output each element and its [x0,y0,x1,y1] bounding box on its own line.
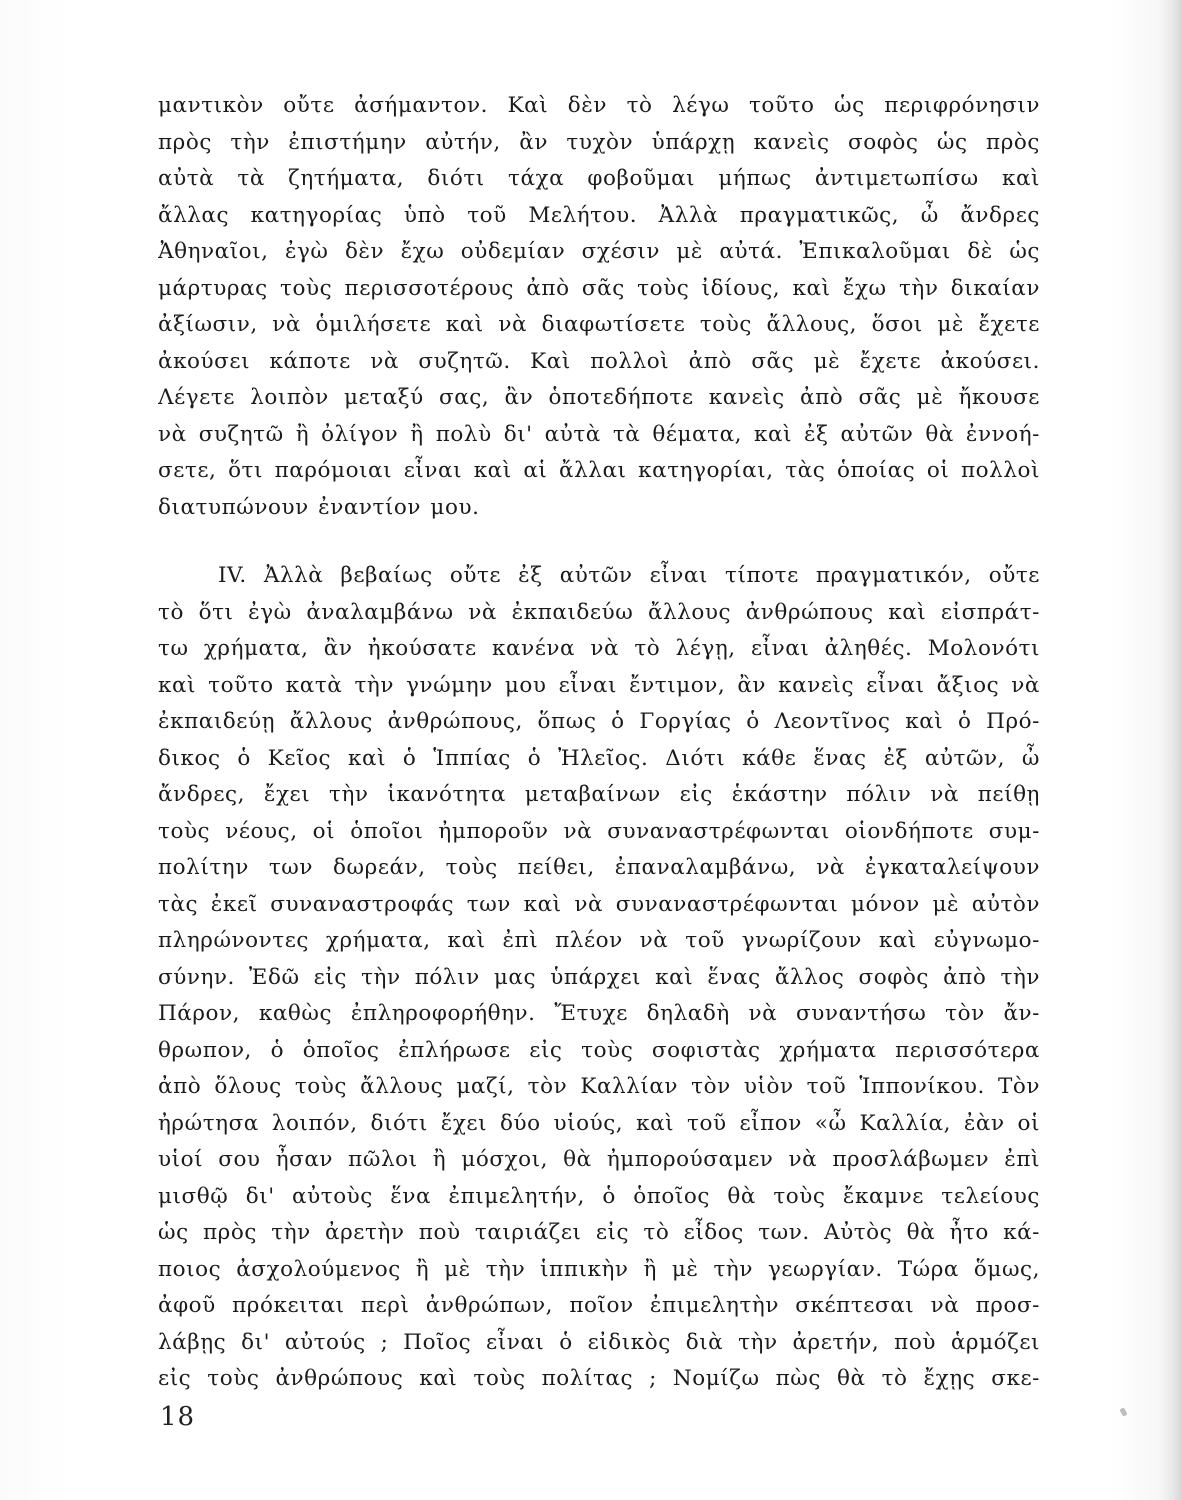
text-line: πολίτην των δωρεάν, τοὺς πείθει, ἐπαναλαμβάνω, νὰ ἐγκαταλείψουν [158,855,1040,880]
text-line: νὰ συζητῶ ἢ ὀλίγον ἢ πολὺ δι' αὐτὰ τὰ θέματα, καὶ ἐξ αὐτῶν θὰ ἐννοή- [158,421,1040,447]
text-line-last: διατυπώνουν ἐναντίον μου. [158,494,480,520]
text-line: πληρώνοντες χρήματα, καὶ ἐπὶ πλέον νὰ τοῦ γνωρίζουν καὶ εὐγνωμο- [158,928,1040,953]
text-line: ἐκπαιδεύῃ ἄλλους ἀνθρώπους, ὅπως ὁ Γοργίας ὁ Λεοντῖνος καὶ ὁ Πρό- [158,709,1040,734]
text-line: δικος ὁ Κεῖος καὶ ὁ Ἱππίας ὁ Ἠλεῖος. Διότι κάθε ἕνας ἐξ αὐτῶν, ὦ [158,745,1040,771]
text-line: ἀπὸ ὅλους τοὺς ἄλλους μαζί, τὸν Καλλίαν τὸν υἱὸν τοῦ Ἱππονίκου. Τὸν [158,1074,1040,1099]
text-line: εἰς τοὺς ἀνθρώπους καὶ τοὺς πολίτας ; Νομίζω πὼς θὰ τὸ ἔχῃς σκε- [158,1366,1040,1391]
text-line: υἱοί σου ἦσαν πῶλοι ἢ μόσχοι, θὰ ἠμπορούσαμεν νὰ προσλάβωμεν ἐπὶ [158,1147,1040,1172]
text-line: θρωπον, ὁ ὁποῖος ἐπλήρωσε εἰς τοὺς σοφιστὰς χρήματα περισσότερα [158,1037,1040,1063]
text-line: ἀξίωσιν, νὰ ὁμιλήσετε καὶ νὰ διαφωτίσετε τοὺς ἄλλους, ὅσοι μὲ ἔχετε [158,312,1040,337]
text-line: ἀφοῦ πρόκειται περὶ ἀνθρώπων, ποῖον ἐπιμελητὴν σκέπτεσαι νὰ προσ- [158,1293,1040,1318]
text-line: τὰς ἐκεῖ συναναστροφάς των καὶ νὰ συναναστρέφωνται μόνον μὲ αὐτὸν [158,891,1040,917]
text-line: ποιος ἀσχολούμενος ἢ μὲ τὴν ἱππικὴν ἢ μὲ τὴν γεωργίαν. Τώρα ὅμως, [158,1256,1040,1282]
page-edge-shadow [1160,0,1182,1500]
text-line: σετε, ὅτι παρόμοιαι εἶναι καὶ αἱ ἄλλαι κατηγορίαι, τὰς ὁποίας οἱ πολλοὶ [158,458,1040,483]
paragraph-1 [158,88,1040,526]
text-line: ἀκούσει κάποτε νὰ συζητῶ. Καὶ πολλοὶ ἀπὸ σᾶς μὲ ἔχετε ἀκούσει. [158,348,1040,374]
text-line: σύνην. Ἐδῶ εἰς τὴν πόλιν μας ὑπάρχει καὶ ἕνας ἄλλος σοφὸς ἀπὸ τὴν [158,964,1040,990]
text-line: ὡς πρὸς τὴν ἀρετὴν ποὺ ταιριάζει εἰς τὸ εἶδος των. Αὐτὸς θὰ ἦτο κά- [158,1220,1040,1245]
text-line: τὸ ὅτι ἐγὼ ἀναλαμβάνω νὰ ἐκπαιδεύω ἄλλους ἀνθρώπους καὶ εἰσπράτ- [158,599,1040,625]
text-line: μισθῷ δι' αὐτοὺς ἕνα ἐπιμελητήν, ὁ ὁποῖος θὰ τοὺς ἔκαμνε τελείους [158,1183,1040,1209]
text-line: ἠρώτησα λοιπόν, διότι ἔχει δύο υἱούς, καὶ τοῦ εἶπον «ὦ Καλλία, ἐὰν οἱ [158,1110,1040,1136]
scan-speck [1119,1407,1127,1416]
text-line: Λέγετε λοιπὸν μεταξύ σας, ἂν ὁποτεδήποτε κανεὶς ἀπὸ σᾶς μὲ ἤκουσε [158,385,1040,410]
text-line: λάβῃς δι' αὐτούς ; Ποῖος εἶναι ὁ εἰδικὸς διὰ τὴν ἀρετήν, ποὺ ἁρμόζει [158,1329,1040,1355]
text-line: τω χρήματα, ἂν ἠκούσατε κανένα νὰ τὸ λέγῃ, εἶναι ἀληθές. Μολονότι [158,636,1040,661]
text-line: μάρτυρας τοὺς περισσοτέρους ἀπὸ σᾶς τοὺς ἰδίους, καὶ ἔχω τὴν δικαίαν [158,275,1040,301]
text-line: ἄνδρες, ἔχει τὴν ἱκανότητα μεταβαίνων εἰς ἑκάστην πόλιν νὰ πείθῃ [158,782,1040,807]
paragraph-2-section-iv [158,558,1040,1398]
text-line: πρὸς τὴν ἐπιστήμην αὐτήν, ἂν τυχὸν ὑπάρχῃ κανεὶς σοφὸς ὡς πρὸς [158,129,1040,155]
text-line: αὐτὰ τὰ ζητήματα, διότι τάχα φοβοῦμαι μήπως ἀντιμετωπίσω καὶ [158,166,1040,191]
text-line: ἄλλας κατηγορίας ὑπὸ τοῦ Μελήτου. Ἀλλὰ πραγματικῶς, ὦ ἄνδρες [158,202,1040,228]
text-line: Ἀθηναῖοι, ἐγὼ δὲν ἔχω οὐδεμίαν σχέσιν μὲ αὐτά. Ἐπικαλοῦμαι δὲ ὡς [158,239,1040,264]
text-line: καὶ τοῦτο κατὰ τὴν γνώμην μου εἶναι ἔντιμον, ἂν κανεὶς εἶναι ἄξιος νὰ [158,672,1040,698]
text-line: τοὺς νέους, οἱ ὁποῖοι ἠμποροῦν νὰ συναναστρέφωνται οἱονδήποτε συμ- [158,818,1040,844]
text-line: μαντικὸν οὔτε ἀσήμαντον. Καὶ δὲν τὸ λέγω τοῦτο ὡς περιφρόνησιν [158,93,1040,118]
page-number: 18 [160,1402,196,1432]
section-opening-line: IV. Ἀλλὰ βεβαίως οὔτε ἐξ αὐτῶν εἶναι τίποτε πραγματικόν, οὔτε [218,563,1040,588]
text-line: Πάρον, καθὼς ἐπληροφορήθην. Ἔτυχε δηλαδὴ νὰ συναντήσω τὸν ἄν- [158,1001,1040,1026]
